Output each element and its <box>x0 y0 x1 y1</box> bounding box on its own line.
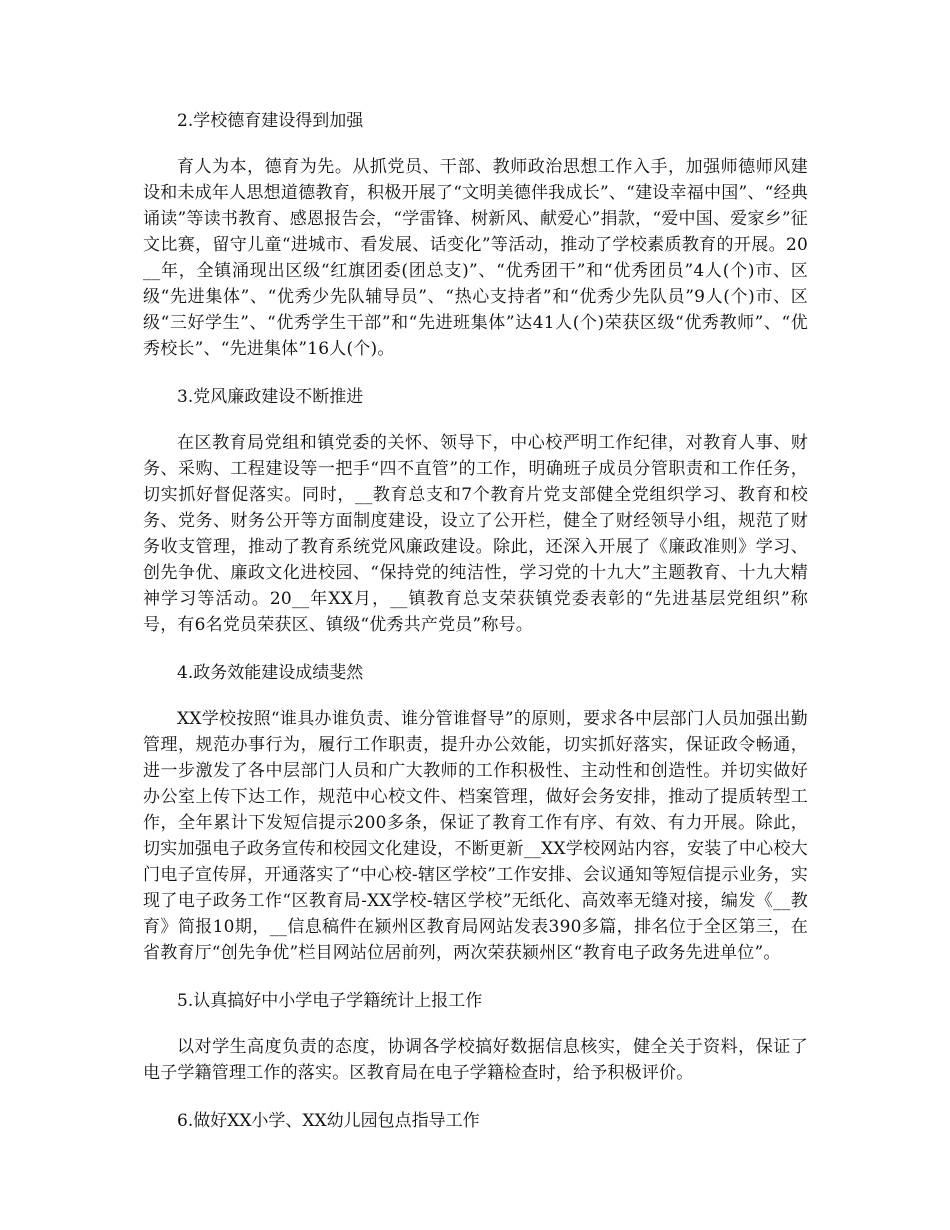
section-heading-efficiency: 4.政务效能建设成绩斐然 <box>177 663 364 683</box>
section-heading-student-records: 5.认真搞好中小学电子学籍统计上报工作 <box>177 991 483 1011</box>
section-body-moral-education: 育人为本，德育为先。从抓党员、干部、教师政治思想工作入手，加强师德师风建设和未成年人思想道德教育，积极开展了“文明美德伴我成长”、“建设幸福中国”、“经典诵读”等读书教育、感恩报告会，“学雷锋、树新风、献爱心”捐款，“爱中国、爱家乡”征文比赛，留守儿童“进城市、看发展、话变化”等活动，推动了学校素质教育的开展。20__年，全镇涌现出区级“红旗团委(团总支)”、“优秀团干”和“优秀团员”4人(个)市、区级“先进集体”、“优秀少先队辅导员”、“热心支持者”和“优秀少先队员”9人(个)市、区级“三好学生”、“优秀学生干部”和“先进班集体”达41人(个)荣获区级“优秀教师”、“优秀校长”、“先进集体”16人(个)。 <box>143 157 808 359</box>
document-page <box>143 108 808 1154</box>
section-heading-clean-government: 3.党风廉政建设不断推进 <box>177 387 364 407</box>
section-body-efficiency: XX学校按照“谁具办谁负责、谁分管谁督导”的原则，要求各中层部门人员加强出勤管理，规范办事行为，履行工作职责，提升办公效能，切实抓好落实，保证政令畅通，进一步激发了各中层部门人员和广大教师的工作积极性、主动性和创造性。并切实做好办公室上传下达工作，规范中心校文件、档案管理，做好会务安排，推动了提质转型工作，全年累计下发短信提示200多条，保证了教育工作有序、有效、有力开展。除此，切实加强电子政务宣传和校园文化建设，不断更新__XX学校网站内容，安装了中心校大门电子宣传屏，开通落实了“中心校-辖区学校”工作安排、会议通知等短信提示业务，实现了电子政务工作“区教育局-XX学校-辖区学校”无纸化、高效率无缝对接，编发《__教育》简报10期，__信息稿件在颍州区教育局网站发表390多篇，排名位于全区第三，在省教育厅“创先争优”栏目网站位居前列，两次荣获颍州区“教育电子政务先进单位”。 <box>143 709 808 963</box>
section-body-student-records: 以对学生高度负责的态度，协调各学校搞好数据信息核实，健全关于资料，保证了电子学籍管理工作的落实。区教育局在电子学籍检查时，给予积极评价。 <box>143 1037 808 1083</box>
section-heading-moral-education: 2.学校德育建设得到加强 <box>177 111 364 131</box>
section-body-clean-government: 在区教育局党组和镇党委的关怀、领导下，中心校严明工作纪律，对教育人事、财务、采购、工程建设等一把手“四不直管”的工作，明确班子成员分管职责和工作任务，切实抓好督促落实。同时，__教育总支和7个教育片党支部健全党组织学习、教育和校务、党务、财务公开等方面制度建设，设立了公开栏，健全了财经领导小组，规范了财务收支管理，推动了教育系统党风廉政建设。除此，还深入开展了《廉政准则》学习、创先争优、廉政文化进校园、“保持党的纯洁性，学习党的十九大”主题教育、十九大精神学习等活动。20__年XX月，__镇教育总支荣获镇党委表彰的“先进基层党组织”称号，有6名党员荣获区、镇级“优秀共产党员”称号。 <box>143 433 808 635</box>
section-heading-guidance: 6.做好XX小学、XX幼儿园包点指导工作 <box>177 1111 480 1131</box>
